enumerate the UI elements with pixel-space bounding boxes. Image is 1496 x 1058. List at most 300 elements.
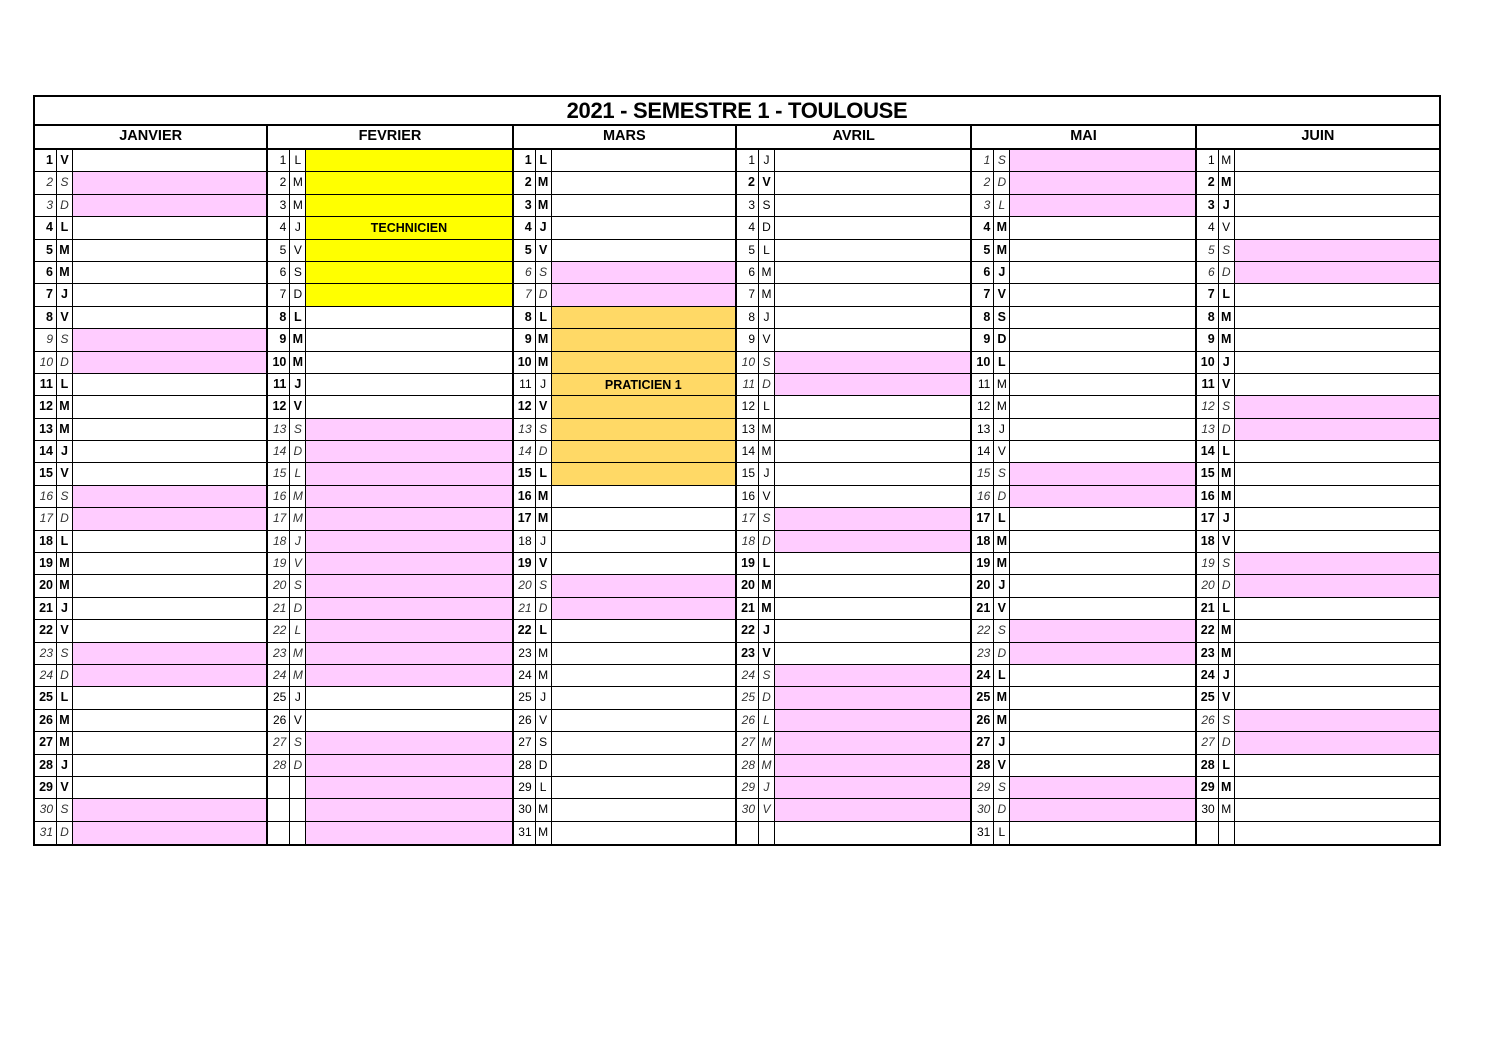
day-number: 23: [514, 643, 536, 664]
weekday-letter: V: [536, 396, 552, 417]
day-note-cell: [73, 486, 266, 507]
weekday-letter: V: [290, 396, 306, 417]
day-note-cell: [73, 732, 266, 753]
day-note-cell: [1010, 486, 1194, 507]
day-number: 24: [268, 665, 290, 686]
day-row: [972, 240, 1194, 262]
day-number: 13: [514, 419, 536, 440]
weekday-letter: M: [1219, 620, 1235, 641]
day-number: 28: [972, 755, 994, 776]
day-number: 21: [35, 598, 57, 619]
weekday-letter: M: [57, 575, 73, 596]
day-note-cell: [1235, 508, 1439, 529]
day-number: 16: [514, 486, 536, 507]
weekday-letter: M: [57, 732, 73, 753]
day-note-cell: [775, 822, 970, 844]
day-row: [514, 329, 735, 351]
day-row: [972, 643, 1194, 665]
day-row: [514, 240, 735, 262]
day-number: 30: [35, 799, 57, 820]
day-row: [737, 732, 970, 754]
calendar-table: [33, 95, 1441, 846]
day-row: [737, 508, 970, 530]
day-number: 13: [268, 419, 290, 440]
day-number: 24: [972, 665, 994, 686]
weekday-letter: M: [759, 732, 775, 753]
day-number: 7: [1197, 284, 1219, 305]
day-row: [514, 195, 735, 217]
day-number: 23: [268, 643, 290, 664]
day-number: 16: [268, 486, 290, 507]
weekday-letter: S: [1219, 553, 1235, 574]
day-note-cell: [552, 575, 735, 596]
day-number: 6: [1197, 262, 1219, 283]
day-number: 18: [972, 531, 994, 552]
weekday-letter: S: [290, 262, 306, 283]
day-row: [268, 575, 511, 597]
day-number: [1197, 822, 1219, 844]
day-note-cell: [1010, 396, 1194, 417]
day-number: 28: [268, 755, 290, 776]
weekday-letter: L: [536, 150, 552, 171]
day-note-cell: [306, 710, 511, 731]
day-note-cell: [306, 307, 511, 328]
weekday-letter: M: [536, 508, 552, 529]
day-number: [268, 777, 290, 798]
day-number: 11: [1197, 374, 1219, 395]
day-note-cell: [306, 508, 511, 529]
weekday-letter: L: [759, 396, 775, 417]
weekday-letter: S: [290, 575, 306, 596]
weekday-letter: D: [994, 172, 1010, 193]
day-row: [972, 419, 1194, 441]
day-row: [1197, 710, 1439, 732]
day-number: 19: [972, 553, 994, 574]
day-note-cell: [1235, 486, 1439, 507]
day-row: [972, 307, 1194, 329]
day-note-cell: [552, 441, 735, 462]
day-row: [268, 150, 511, 172]
weekday-letter: M: [57, 262, 73, 283]
weekday-letter: L: [1219, 598, 1235, 619]
day-row: [1197, 822, 1439, 844]
day-note-cell: [73, 329, 266, 350]
day-note-cell: [306, 352, 511, 373]
day-number: 27: [1197, 732, 1219, 753]
day-row: [972, 508, 1194, 530]
day-number: 25: [35, 687, 57, 708]
day-row: [972, 284, 1194, 306]
day-number: 1: [737, 150, 759, 171]
day-note-cell: [552, 374, 735, 395]
day-row: [1197, 374, 1439, 396]
day-note-cell: [552, 755, 735, 776]
day-number: 18: [268, 531, 290, 552]
weekday-letter: J: [1219, 195, 1235, 216]
day-number: 7: [737, 284, 759, 305]
day-note-cell: [1235, 620, 1439, 641]
day-note-cell: [1010, 799, 1194, 820]
weekday-letter: [290, 777, 306, 798]
day-note-cell: [306, 665, 511, 686]
month-header-janvier: JANVIER: [119, 128, 183, 144]
day-note-cell: [552, 172, 735, 193]
day-number: 10: [268, 352, 290, 373]
weekday-letter: J: [994, 732, 1010, 753]
day-note-cell: [306, 598, 511, 619]
day-row: [35, 486, 266, 508]
day-note-cell: [73, 352, 266, 373]
day-number: 12: [1197, 396, 1219, 417]
day-row: [737, 531, 970, 553]
day-note-cell: [775, 687, 970, 708]
day-number: 9: [972, 329, 994, 350]
weekday-letter: M: [994, 217, 1010, 238]
day-row: [737, 172, 970, 194]
weekday-letter: J: [536, 374, 552, 395]
day-note-cell: [306, 531, 511, 552]
day-note-cell: [306, 150, 511, 171]
day-row: [268, 374, 511, 396]
day-row: [972, 195, 1194, 217]
day-number: 18: [35, 531, 57, 552]
weekday-letter: M: [1219, 486, 1235, 507]
day-row: [972, 777, 1194, 799]
page-title: 2021 - SEMESTRE 1 - TOULOUSE: [35, 97, 1439, 126]
weekday-letter: M: [1219, 307, 1235, 328]
weekday-letter: M: [290, 486, 306, 507]
day-row: [737, 710, 970, 732]
day-note-cell: [1010, 620, 1194, 641]
day-number: 21: [1197, 598, 1219, 619]
day-note-cell: [1235, 441, 1439, 462]
day-note-cell: [1235, 755, 1439, 776]
day-note-cell: [306, 486, 511, 507]
weekday-letter: V: [290, 553, 306, 574]
weekday-letter: S: [57, 486, 73, 507]
day-number: 2: [514, 172, 536, 193]
weekday-letter: M: [1219, 150, 1235, 171]
day-row: [1197, 531, 1439, 553]
day-row: [514, 620, 735, 642]
day-row: [1197, 486, 1439, 508]
day-row: [268, 755, 511, 777]
day-row: [514, 419, 735, 441]
weekday-letter: M: [759, 419, 775, 440]
day-number: 9: [737, 329, 759, 350]
weekday-letter: M: [290, 195, 306, 216]
day-note-cell: [73, 710, 266, 731]
weekday-letter: S: [759, 352, 775, 373]
day-row: [1197, 732, 1439, 754]
day-row: [1197, 687, 1439, 709]
day-number: 4: [268, 217, 290, 238]
day-note-cell: [1010, 665, 1194, 686]
day-row: [514, 553, 735, 575]
weekday-letter: J: [1219, 665, 1235, 686]
day-number: 10: [737, 352, 759, 373]
day-row: [1197, 284, 1439, 306]
day-number: 26: [972, 710, 994, 731]
day-number: 29: [35, 777, 57, 798]
weekday-letter: M: [290, 643, 306, 664]
weekday-letter: M: [1219, 777, 1235, 798]
weekday-letter: M: [1219, 799, 1235, 820]
day-note-cell: [1010, 352, 1194, 373]
day-row: [1197, 777, 1439, 799]
day-row: [1197, 307, 1439, 329]
day-row: [737, 441, 970, 463]
weekday-letter: D: [290, 755, 306, 776]
day-note-cell: [73, 531, 266, 552]
day-row: [514, 352, 735, 374]
day-row: [972, 217, 1194, 239]
month-header-mars: MARS: [512, 126, 735, 148]
calendar-grid: [35, 150, 1439, 844]
day-row: [737, 217, 970, 239]
day-row: [35, 329, 266, 351]
day-number: 2: [268, 172, 290, 193]
weekday-letter: S: [1219, 710, 1235, 731]
day-note-cell: [775, 374, 970, 395]
day-note-cell: [73, 777, 266, 798]
weekday-letter: S: [57, 172, 73, 193]
weekday-letter: M: [57, 553, 73, 574]
day-row: [35, 598, 266, 620]
day-note-cell: [306, 329, 511, 350]
day-note-cell: [775, 262, 970, 283]
day-number: 6: [268, 262, 290, 283]
day-note-cell: [1235, 732, 1439, 753]
day-row: [737, 598, 970, 620]
weekday-letter: L: [290, 307, 306, 328]
weekday-letter: D: [290, 598, 306, 619]
day-row: [1197, 441, 1439, 463]
period-label: TECHNICIEN: [370, 220, 448, 235]
day-row: [268, 217, 511, 239]
day-number: 6: [514, 262, 536, 283]
day-number: 7: [972, 284, 994, 305]
day-note-cell: [552, 329, 735, 350]
day-row: [737, 419, 970, 441]
day-number: 22: [268, 620, 290, 641]
weekday-letter: D: [759, 531, 775, 552]
weekday-letter: D: [994, 799, 1010, 820]
weekday-letter: J: [1219, 508, 1235, 529]
day-row: [35, 665, 266, 687]
weekday-letter: S: [57, 329, 73, 350]
day-number: 14: [972, 441, 994, 462]
day-number: 19: [35, 553, 57, 574]
weekday-letter: L: [994, 508, 1010, 529]
month-column-mars: [512, 150, 735, 844]
day-note-cell: [552, 799, 735, 820]
day-row: [268, 284, 511, 306]
day-row: [268, 240, 511, 262]
day-row: [268, 172, 511, 194]
day-note-cell: [73, 284, 266, 305]
day-row: [268, 195, 511, 217]
day-number: 4: [972, 217, 994, 238]
day-number: 29: [737, 777, 759, 798]
day-note-cell: [1235, 352, 1439, 373]
day-row: [972, 531, 1194, 553]
day-number: 27: [737, 732, 759, 753]
day-note-cell: [1235, 463, 1439, 484]
day-note-cell: [552, 531, 735, 552]
day-row: [1197, 755, 1439, 777]
day-note-cell: [1010, 284, 1194, 305]
weekday-letter: L: [759, 553, 775, 574]
day-number: 17: [972, 508, 994, 529]
month-column-juin: [1195, 150, 1439, 844]
day-row: [737, 150, 970, 172]
day-number: 12: [35, 396, 57, 417]
day-row: [1197, 463, 1439, 485]
weekday-letter: D: [536, 755, 552, 776]
weekday-letter: J: [290, 374, 306, 395]
day-row: [35, 217, 266, 239]
weekday-letter: M: [759, 755, 775, 776]
weekday-letter: J: [759, 307, 775, 328]
weekday-letter: J: [536, 217, 552, 238]
day-row: [514, 262, 735, 284]
day-number: 23: [972, 643, 994, 664]
day-number: 27: [514, 732, 536, 753]
weekday-letter: L: [1219, 441, 1235, 462]
weekday-letter: M: [290, 329, 306, 350]
weekday-letter: L: [57, 531, 73, 552]
day-row: [35, 463, 266, 485]
weekday-letter: S: [57, 643, 73, 664]
day-row: [35, 307, 266, 329]
day-row: [972, 486, 1194, 508]
day-note-cell: [1235, 419, 1439, 440]
day-note-cell: [73, 598, 266, 619]
weekday-letter: J: [57, 755, 73, 776]
day-number: 2: [972, 172, 994, 193]
day-row: [514, 575, 735, 597]
day-row: [972, 822, 1194, 844]
day-row: [35, 575, 266, 597]
day-row: [268, 799, 511, 821]
day-note-cell: [306, 441, 511, 462]
day-note-cell: [775, 643, 970, 664]
day-note-cell: [73, 419, 266, 440]
day-note-cell: [1235, 598, 1439, 619]
weekday-letter: L: [290, 463, 306, 484]
day-number: 1: [35, 150, 57, 171]
day-number: 2: [35, 172, 57, 193]
weekday-letter: L: [290, 150, 306, 171]
day-note-cell: [1010, 598, 1194, 619]
day-note-cell: [306, 374, 511, 395]
day-row: [35, 508, 266, 530]
day-number: 10: [514, 352, 536, 373]
weekday-letter: M: [994, 710, 1010, 731]
weekday-letter: M: [536, 352, 552, 373]
weekday-letter: S: [994, 620, 1010, 641]
day-note-cell: [73, 195, 266, 216]
weekday-letter: V: [994, 284, 1010, 305]
day-number: 8: [972, 307, 994, 328]
day-note-cell: [775, 710, 970, 731]
weekday-letter: D: [57, 822, 73, 844]
weekday-letter: V: [1219, 217, 1235, 238]
weekday-letter: D: [994, 329, 1010, 350]
day-row: [514, 396, 735, 418]
day-number: 25: [268, 687, 290, 708]
day-row: [514, 374, 735, 396]
day-note-cell: [73, 441, 266, 462]
day-number: 9: [35, 329, 57, 350]
day-row: [35, 419, 266, 441]
day-note-cell: [1010, 463, 1194, 484]
weekday-letter: L: [536, 307, 552, 328]
day-row: [35, 687, 266, 709]
day-number: 1: [1197, 150, 1219, 171]
weekday-letter: J: [759, 463, 775, 484]
day-number: 19: [514, 553, 536, 574]
weekday-letter: V: [1219, 531, 1235, 552]
day-note-cell: [1235, 217, 1439, 238]
weekday-letter: S: [536, 732, 552, 753]
day-number: 15: [514, 463, 536, 484]
day-number: 3: [972, 195, 994, 216]
day-number: 1: [514, 150, 536, 171]
day-number: 3: [1197, 195, 1219, 216]
day-row: [972, 575, 1194, 597]
day-number: 27: [972, 732, 994, 753]
day-note-cell: [306, 172, 511, 193]
day-number: [268, 799, 290, 820]
day-number: 21: [514, 598, 536, 619]
day-number: 22: [35, 620, 57, 641]
day-number: 26: [514, 710, 536, 731]
day-note-cell: [775, 508, 970, 529]
weekday-letter: D: [994, 643, 1010, 664]
day-row: [268, 463, 511, 485]
weekday-letter: S: [994, 307, 1010, 328]
day-number: 9: [514, 329, 536, 350]
day-row: [268, 822, 511, 844]
day-number: 21: [268, 598, 290, 619]
day-note-cell: [552, 352, 735, 373]
day-note-cell: [1235, 262, 1439, 283]
day-number: 18: [737, 531, 759, 552]
weekday-letter: S: [57, 799, 73, 820]
day-number: 8: [1197, 307, 1219, 328]
day-number: 26: [35, 710, 57, 731]
month-header-juin: JUIN: [1195, 126, 1439, 148]
day-note-cell: [552, 665, 735, 686]
day-row: [737, 799, 970, 821]
day-row: [737, 822, 970, 844]
weekday-letter: M: [1219, 643, 1235, 664]
day-row: [737, 352, 970, 374]
day-row: [737, 463, 970, 485]
weekday-letter: S: [290, 419, 306, 440]
day-number: 30: [514, 799, 536, 820]
day-note-cell: [1010, 732, 1194, 753]
day-note-cell: [73, 643, 266, 664]
weekday-letter: M: [57, 240, 73, 261]
day-note-cell: [73, 508, 266, 529]
day-note-cell: [1010, 307, 1194, 328]
day-row: [972, 620, 1194, 642]
day-note-cell: [1235, 643, 1439, 664]
day-row: [514, 217, 735, 239]
